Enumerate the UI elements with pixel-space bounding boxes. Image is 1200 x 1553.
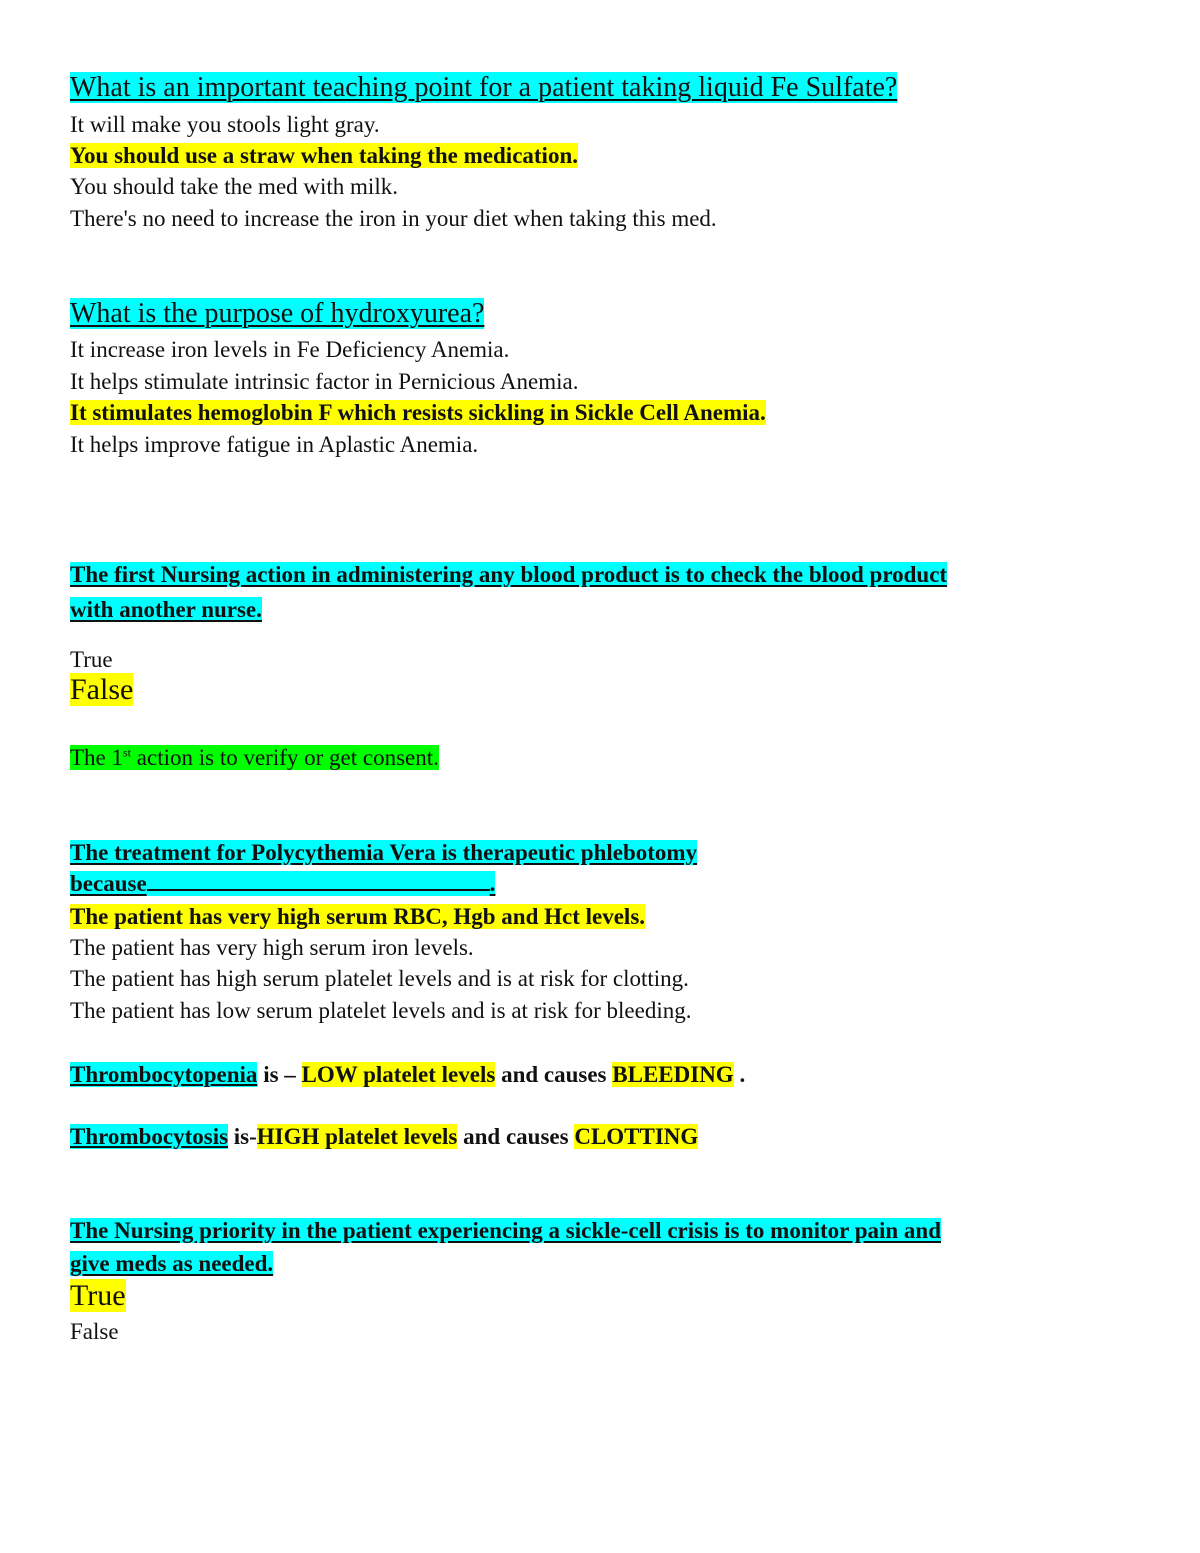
question-1-option-d: There's no need to increase the iron in your diet when taking this med. <box>70 206 717 231</box>
question-5-line-1 <box>70 1214 941 1248</box>
question-1 <box>70 72 897 104</box>
term-thrombocytosis: Thrombocytosis <box>70 1124 229 1149</box>
def1-causes: and causes <box>495 1062 613 1087</box>
question-4-option-b: The patient has very high serum iron levels. <box>70 935 474 960</box>
highlighted-note <box>70 745 439 770</box>
question-3-option-true: True <box>70 647 113 672</box>
fill-in-blank <box>147 869 490 891</box>
note-suffix: action is to verify or get consent. <box>131 745 439 770</box>
question-3-line-2 <box>70 593 262 627</box>
definition-thrombocytosis <box>70 1121 698 1152</box>
def1-is: is – <box>257 1062 302 1087</box>
question-2-option-c-correct <box>70 397 766 428</box>
note-prefix: The 1 <box>70 745 124 770</box>
question-4-option-a-correct <box>70 901 645 932</box>
question-4-because: because <box>70 871 147 896</box>
question-5-option-false: False <box>70 1319 119 1344</box>
highlighted-answer: The patient has very high serum RBC, Hgb and Hct levels. <box>70 904 646 929</box>
question-3-option-false-correct <box>70 674 133 705</box>
def2-level: HIGH platelet levels <box>256 1124 458 1149</box>
def2-is: is- <box>228 1124 257 1149</box>
highlighted-answer: False <box>70 673 134 706</box>
question-4-option-c: The patient has high serum platelet levels and is at risk for clotting. <box>70 966 689 991</box>
def1-level: LOW platelet levels <box>301 1062 496 1087</box>
question-3-text-cont: with another nurse. <box>70 597 262 622</box>
question-5-text: The Nursing priority in the patient experiencing a sickle-cell crisis is to monitor pain and <box>70 1218 942 1243</box>
question-4-line-2 <box>70 867 495 901</box>
question-1-option-b-correct <box>70 140 578 171</box>
question-3-note <box>70 742 439 773</box>
def2-effect: CLOTTING <box>574 1124 699 1149</box>
highlighted-answer: It stimulates hemoglobin F which resists sickling in Sickle Cell Anemia. <box>70 400 766 425</box>
question-5-text-cont: give meds as needed. <box>70 1251 274 1276</box>
def2-causes: and causes <box>457 1124 575 1149</box>
term-thrombocytopenia: Thrombocytopenia <box>70 1062 258 1087</box>
definition-thrombocytopenia <box>70 1059 745 1090</box>
def1-end: . <box>733 1062 746 1087</box>
question-2-option-a: It increase iron levels in Fe Deficiency Anemia. <box>70 337 510 362</box>
question-1-text: What is an important teaching point for a patient taking liquid Fe Sulfate? <box>70 72 898 103</box>
question-4-period: . <box>489 871 496 896</box>
question-2-option-d: It helps improve fatigue in Aplastic Anemia. <box>70 432 479 457</box>
question-5-option-true-correct <box>70 1280 126 1311</box>
question-1-option-c: You should take the med with milk. <box>70 174 398 199</box>
note-superscript: st <box>123 745 132 760</box>
question-4-text-cont <box>70 871 495 896</box>
question-4-option-d: The patient has low serum platelet levels and is at risk for bleeding. <box>70 998 692 1023</box>
highlighted-answer: True <box>70 1279 126 1312</box>
highlighted-answer: You should use a straw when taking the medication. <box>70 143 578 168</box>
question-3-line-1 <box>70 558 947 592</box>
question-3-text: The first Nursing action in administering any blood product is to check the blood product <box>70 562 948 587</box>
def1-effect: BLEEDING <box>612 1062 734 1087</box>
question-2-text: What is the purpose of hydroxyurea? <box>70 298 485 329</box>
question-1-option-a: It will make you stools light gray. <box>70 112 380 137</box>
question-4-line-1 <box>70 836 697 870</box>
question-4-text: The treatment for Polycythemia Vera is therapeutic phlebotomy <box>70 840 698 865</box>
question-5-line-2 <box>70 1247 273 1281</box>
question-2-option-b: It helps stimulate intrinsic factor in Pernicious Anemia. <box>70 369 579 394</box>
question-2 <box>70 298 484 330</box>
